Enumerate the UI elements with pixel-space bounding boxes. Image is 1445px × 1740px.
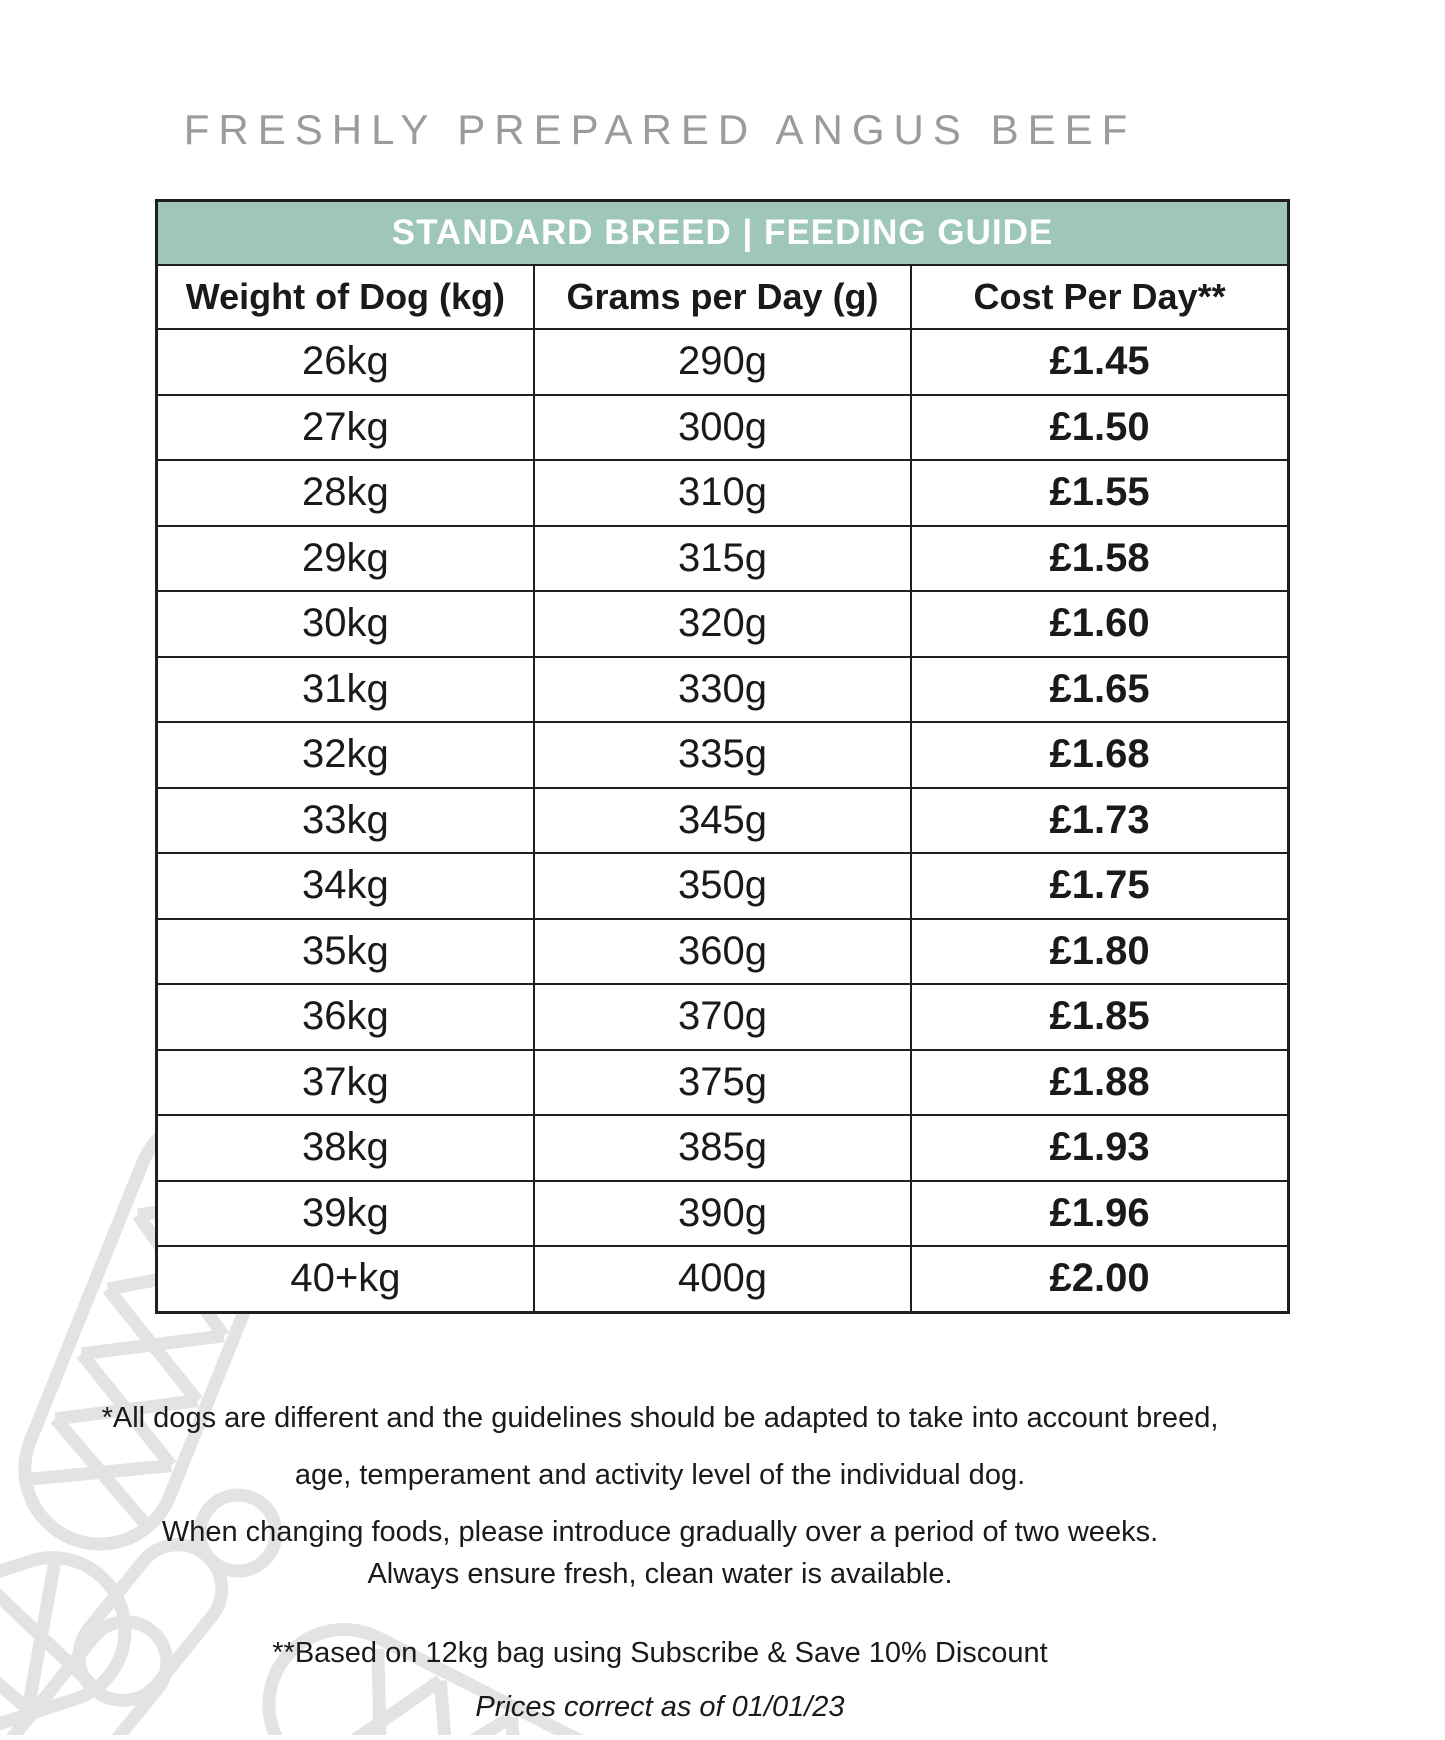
weight-cell: 34kg: [157, 853, 534, 919]
guidelines-footnote: [0, 1390, 1320, 1561]
weight-cell: 32kg: [157, 722, 534, 788]
table-row: [157, 722, 1289, 788]
table-row: [157, 395, 1289, 461]
cost-cell: £1.80: [911, 919, 1288, 985]
column-header-cost: Cost Per Day**: [911, 265, 1288, 329]
weight-cell: 30kg: [157, 591, 534, 657]
grams-cell: 390g: [534, 1181, 911, 1247]
table-title-row: [157, 201, 1289, 266]
weight-cell: 28kg: [157, 460, 534, 526]
table-title: STANDARD BREED | FEEDING GUIDE: [157, 201, 1289, 266]
grams-cell: 320g: [534, 591, 911, 657]
weight-cell: 33kg: [157, 788, 534, 854]
guidelines-line-2: age, temperament and activity level of the individual dog.: [294, 1459, 1026, 1491]
grams-cell: 315g: [534, 526, 911, 592]
weight-cell: 39kg: [157, 1181, 534, 1247]
column-header-weight: Weight of Dog (kg): [157, 265, 534, 329]
grams-cell: 350g: [534, 853, 911, 919]
grams-cell: 360g: [534, 919, 911, 985]
cost-cell: £1.75: [911, 853, 1288, 919]
grams-cell: 400g: [534, 1246, 911, 1312]
cost-cell: £1.73: [911, 788, 1288, 854]
grams-cell: 290g: [534, 329, 911, 395]
table-row: [157, 919, 1289, 985]
weight-cell: 37kg: [157, 1050, 534, 1116]
table-row: [157, 984, 1289, 1050]
weight-cell: 26kg: [157, 329, 534, 395]
table-row: [157, 591, 1289, 657]
cost-cell: £1.88: [911, 1050, 1288, 1116]
cost-cell: £1.68: [911, 722, 1288, 788]
table-row: [157, 788, 1289, 854]
column-header-grams: Grams per Day (g): [534, 265, 911, 329]
weight-cell: 27kg: [157, 395, 534, 461]
feeding-guide-table: [155, 199, 1290, 1314]
weight-cell: 35kg: [157, 919, 534, 985]
table-row: [157, 460, 1289, 526]
cost-cell: £1.55: [911, 460, 1288, 526]
cost-cell: £1.45: [911, 329, 1288, 395]
table-row: [157, 853, 1289, 919]
grams-cell: 310g: [534, 460, 911, 526]
table-row: [157, 329, 1289, 395]
weight-cell: 36kg: [157, 984, 534, 1050]
cost-cell: £1.60: [911, 591, 1288, 657]
guidelines-line-1: *All dogs are different and the guidelines should be adapted to take into account breed,: [101, 1402, 1219, 1434]
cost-cell: £1.65: [911, 657, 1288, 723]
column-header-row: [157, 265, 1289, 329]
table-row: [157, 1050, 1289, 1116]
weight-cell: 29kg: [157, 526, 534, 592]
discount-footnote: [0, 1626, 1320, 1734]
grams-cell: 375g: [534, 1050, 911, 1116]
table-row: [157, 1115, 1289, 1181]
cost-cell: £1.85: [911, 984, 1288, 1050]
cost-cell: £2.00: [911, 1246, 1288, 1312]
cost-cell: £1.58: [911, 526, 1288, 592]
table-row: [157, 657, 1289, 723]
page-title: FRESHLY PREPARED ANGUS BEEF: [183, 106, 1137, 154]
table-row: [157, 1246, 1289, 1312]
grams-cell: 345g: [534, 788, 911, 854]
table-row: [157, 1181, 1289, 1247]
grams-cell: 385g: [534, 1115, 911, 1181]
water-footnote: Always ensure fresh, clean water is available.: [367, 1558, 953, 1590]
grams-cell: 335g: [534, 722, 911, 788]
weight-cell: 40+kg: [157, 1246, 534, 1312]
grams-cell: 330g: [534, 657, 911, 723]
cost-cell: £1.93: [911, 1115, 1288, 1181]
guidelines-line-3: When changing foods, please introduce gradually over a period of two weeks.: [161, 1516, 1159, 1548]
weight-cell: 38kg: [157, 1115, 534, 1181]
cost-cell: £1.50: [911, 395, 1288, 461]
grams-cell: 370g: [534, 984, 911, 1050]
weight-cell: 31kg: [157, 657, 534, 723]
grams-cell: 300g: [534, 395, 911, 461]
table-row: [157, 526, 1289, 592]
discount-line: **Based on 12kg bag using Subscribe & Save 10% Discount: [272, 1637, 1048, 1669]
cost-cell: £1.96: [911, 1181, 1288, 1247]
prices-correct-line: Prices correct as of 01/01/23: [475, 1691, 845, 1723]
